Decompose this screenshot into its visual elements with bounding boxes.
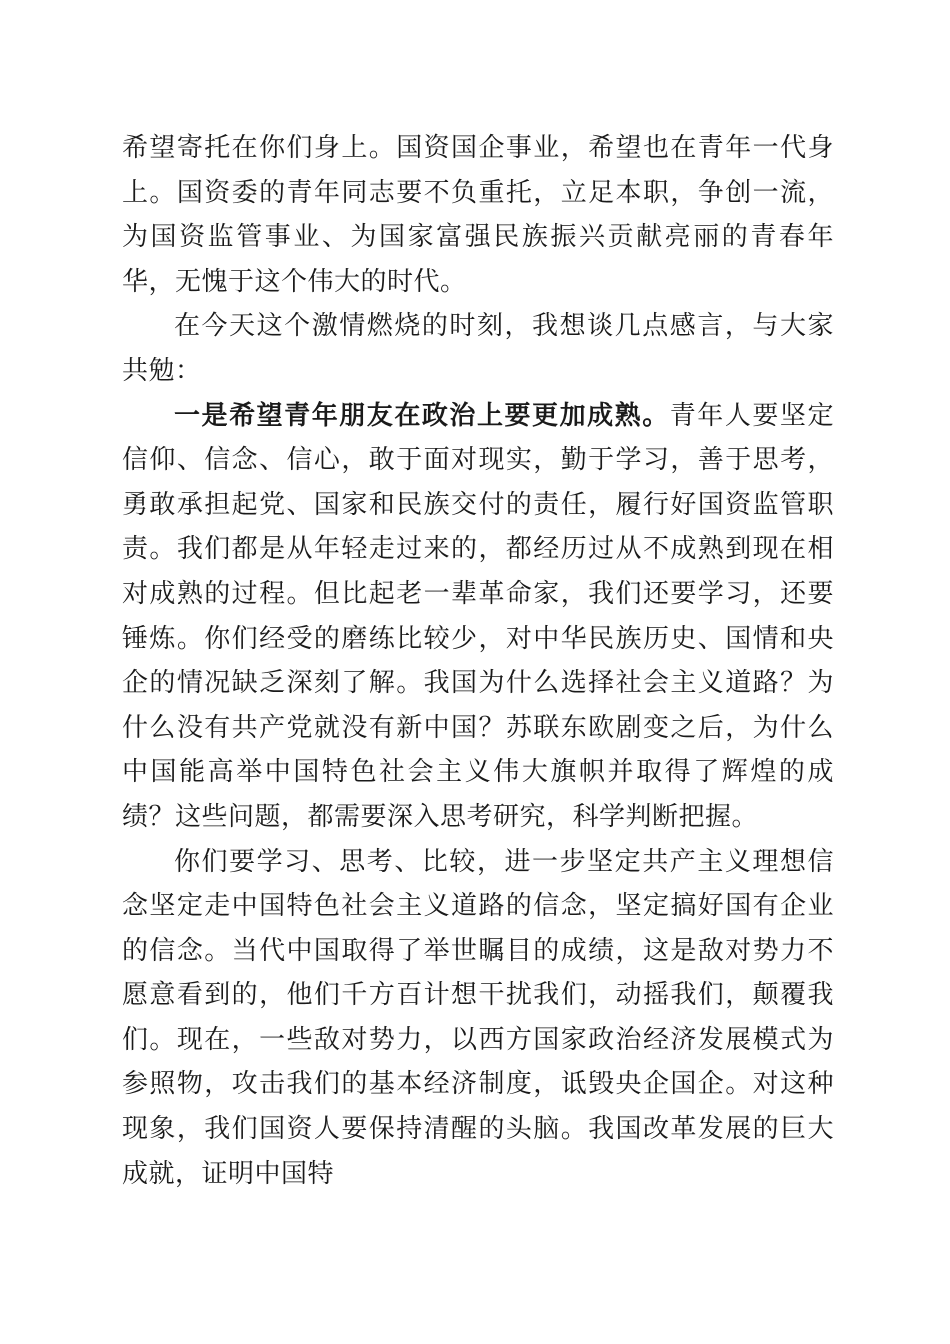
paragraph-study-think: 你们要学习、思考、比较，进一步坚定共产主义理想信念坚定走中国特色社会主义道路的信念，坚定搞好国有企业的信念。当代中国取得了举世瞩目的成绩，这是敌对势力不愿意看到的，他们千方百计想干扰我们，动摇我们，颠覆我们。现在，一些敌对势力，以西方国家政治经济发展模式为参照物，攻击我们的基本经济制度，诋毁央企国企。对这种现象，我们国资人要保持清醒的头脑。我国改革发展的巨大成就，证明中国特 (122, 846, 834, 1189)
paragraph-intro: 在今天这个激情燃烧的时刻，我想谈几点感言，与大家共勉： (122, 311, 834, 386)
paragraph-continuation: 希望寄托在你们身上。国资国企事业，希望也在青年一代身上。国资委的青年同志要不负重托，立足本职，争创一流，为国资监管事业、为国家富强民族振兴贡献亮丽的青春年华，无愧于这个伟大的时代。 (122, 133, 834, 297)
paragraph-point-one (122, 394, 834, 840)
paragraph-point-one-body: 青年人要坚定信仰、信念、信心，敢于面对现实，勤于学习，善于思考，勇敢承担起党、国家和民族交付的责任，履行好国资监管职责。我们都是从年轻走过来的，都经历过从不成熟到现在相对成熟的过程。但比起老一辈革命家，我们还要学习，还要锤炼。你们经受的磨练比较少，对中华民族历史、国情和央企的情况缺乏深刻了解。我国为什么选择社会主义道路？为什么没有共产党就没有新中国？苏联东欧剧变之后，为什么中国能高举中国特色社会主义伟大旗帜并取得了辉煌的成绩？这些问题，都需要深入思考研究，科学判断把握。 (122, 400, 834, 832)
paragraph-lead-heading: 一是希望青年朋友在政治上要更加成熟。 (174, 400, 670, 431)
document-body (122, 126, 834, 1196)
